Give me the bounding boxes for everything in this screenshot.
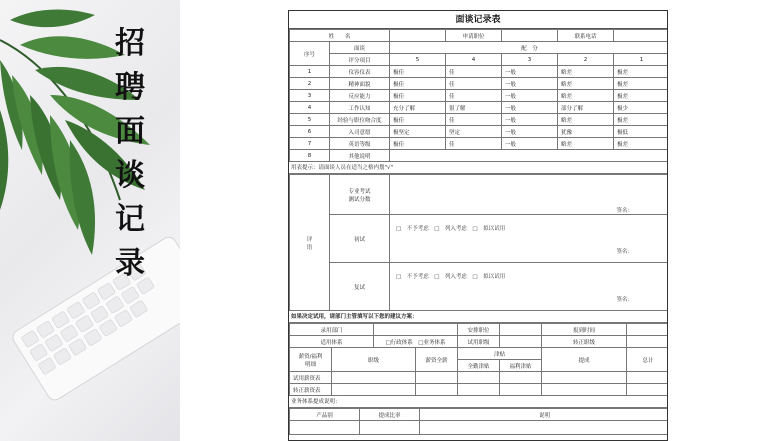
cell[interactable] [360,421,420,435]
score-row [290,102,669,114]
row-no: 2 [290,78,330,90]
level-cell[interactable]: 犹豫 [558,126,614,138]
level-cell[interactable]: 一般 [502,138,558,150]
system-options[interactable]: □行政体系 □业务体系 [374,336,458,348]
row-item: 英语等级 [330,138,390,150]
total-label: 总计 [627,348,668,372]
report-time-label: 报到时间 [542,324,627,336]
regular-salary-label: 转正薪资表 [290,384,332,396]
score-2: 2 [558,54,614,66]
level-cell[interactable]: 极少 [614,102,668,114]
level-cell[interactable]: 极佳 [390,78,446,90]
row-no: 6 [290,126,330,138]
row-item: 仪容仪表 [330,66,390,78]
business-table [289,408,668,435]
evaluation-label [290,175,330,311]
second-sign: 签名： [616,296,633,303]
system-label: 适用体系 [290,336,374,348]
eval-char: 语 [306,244,313,251]
item-header-1: 面谈 [330,42,390,54]
title-char: 谈 [115,158,145,193]
level-cell[interactable]: 极佳 [390,66,446,78]
first-sign: 签名： [616,248,633,255]
dept-label: 录用部门 [290,324,374,336]
score-row [290,78,669,90]
row-no: 5 [290,114,330,126]
allowance-label: 津贴 [458,348,542,360]
score-row [290,90,669,102]
position-value[interactable] [502,30,558,42]
level-cell[interactable]: 略差 [558,138,614,150]
score-5: 5 [390,54,446,66]
title-char: 聘 [115,70,145,105]
row-no: 3 [290,90,330,102]
score-4: 4 [446,54,502,66]
exam-sign[interactable]: 签名： [390,175,669,215]
title-char: 记 [115,202,145,237]
cell[interactable] [500,372,542,384]
row-item: 入司意愿 [330,126,390,138]
arrange-pos-label: 安排职位 [458,324,500,336]
score-3: 3 [502,54,558,66]
business-heading: 业务体系提成说明： [289,396,667,408]
level-cell[interactable]: 一般 [502,78,558,90]
palm-leaf-illustration [0,0,180,441]
row-no: 7 [290,138,330,150]
level-cell[interactable]: 很了解 [446,102,502,114]
score-1: 1 [614,54,668,66]
level-cell[interactable]: 略差 [558,90,614,102]
row-no: 8 [290,150,330,162]
second-interview-cell[interactable] [390,263,669,311]
level-cell[interactable]: 略差 [558,114,614,126]
cell[interactable] [420,421,669,435]
header-row [290,30,669,42]
cell[interactable] [458,372,500,384]
trial-salary-label: 试用薪资表 [290,372,332,384]
level-cell[interactable]: 一般 [502,66,558,78]
arrange-pos-value[interactable] [500,324,542,336]
level-cell[interactable]: 略差 [558,66,614,78]
level-cell[interactable]: 佳 [446,138,502,150]
level-cell[interactable]: 佳 [446,90,502,102]
level-cell[interactable]: 佳 [446,66,502,78]
level-cell[interactable]: 极佳 [390,114,446,126]
name-label: 姓 名 [290,30,390,42]
trial-rank-value[interactable] [500,336,542,348]
title-char: 录 [115,246,145,281]
item-header-2: 评分项目 [330,54,390,66]
first-interview-cell[interactable] [390,215,669,263]
cell[interactable] [542,384,627,396]
level-cell[interactable]: 极差 [614,114,668,126]
row-item: 经验与职位吻合度 [330,114,390,126]
level-cell[interactable]: 极差 [614,138,668,150]
level-cell[interactable]: 极佳 [390,138,446,150]
row-item: 反应能力 [330,90,390,102]
name-value[interactable] [390,30,446,42]
salary-line: 明细 [304,361,316,368]
score-row [290,126,669,138]
welfare-label: 福利津贴 [500,360,542,372]
cell[interactable] [290,421,360,435]
score-row [290,114,669,126]
form-title: 面谈记录表 [289,11,667,29]
level-cell[interactable]: 坚定 [446,126,502,138]
dept-value[interactable] [374,324,458,336]
seq-header: 序号 [290,42,330,66]
level-cell[interactable]: 部分了解 [558,102,614,114]
regular-rank-label: 转正职级 [542,336,627,348]
full-salary-label: 薪资全薪 [416,348,458,372]
regular-rank-value[interactable] [627,336,668,348]
title-char: 招 [115,26,145,61]
vertical-title [112,22,148,286]
score-row [290,138,669,150]
commission-label: 提成 [542,348,627,372]
level-cell[interactable]: 佳 [446,114,502,126]
exam-line: 专业考试 [348,188,371,195]
level-cell[interactable]: 一般 [502,114,558,126]
product-label: 产品别 [290,409,360,421]
title-char: 面 [115,114,145,149]
level-cell[interactable]: 极坚定 [390,126,446,138]
first-options[interactable]: □ 不予考虑 □ 列入考虑 □ 拟以试用 [396,225,506,232]
cell[interactable] [416,384,458,396]
other-notes-value[interactable] [390,150,668,162]
decorative-panel [0,0,180,441]
eval-char: 评 [306,236,313,243]
trial-rank-label: 试用职级 [458,336,500,348]
row-item: 其他说明 [330,150,390,162]
cell[interactable] [627,372,668,384]
row-no: 1 [290,66,330,78]
rank-label: 职级 [332,348,416,372]
evaluation-table [289,174,668,311]
level-cell[interactable]: 一般 [502,90,558,102]
hire-heading: 如果决定试用，请部门主管填写以下您的建议方案： [289,311,667,323]
keyboard-illustration [10,234,180,403]
level-cell[interactable]: 佳 [446,78,502,90]
cell[interactable] [627,384,668,396]
first-interview-label: 初试 [330,215,390,263]
desc-label: 说明 [420,409,669,421]
level-cell[interactable]: 充分了解 [390,102,446,114]
interview-record-form [288,10,668,441]
report-time-value[interactable] [627,324,668,336]
ratio-label: 提成比率 [360,409,420,421]
second-options[interactable]: □ 不予考虑 □ 列入考虑 □ 拟以试用 [396,273,506,280]
cell[interactable] [542,372,627,384]
position-label: 申请职位 [446,30,502,42]
usage-tip: 用表提示：请面谈人员在适当之格内划"√" [289,162,667,174]
hire-table [289,323,668,396]
score-row [290,66,669,78]
scoring-table [289,29,668,162]
cell[interactable] [416,372,458,384]
phone-value[interactable] [614,30,668,42]
level-cell[interactable]: 极差 [614,90,668,102]
cell[interactable] [332,384,416,396]
cell[interactable] [500,384,542,396]
row-no: 4 [290,102,330,114]
cell[interactable] [458,384,500,396]
score-header: 配 分 [390,42,668,54]
level-cell[interactable]: 极佳 [390,90,446,102]
level-cell[interactable]: 略差 [558,78,614,90]
salary-label [290,348,332,372]
attendance-label: 全勤津贴 [458,360,500,372]
level-cell[interactable]: 一般 [502,126,558,138]
second-interview-label: 复试 [330,263,390,311]
phone-label: 联系电话 [558,30,614,42]
row-item: 工作认知 [330,102,390,114]
level-cell[interactable]: 极低 [614,126,668,138]
exam-label [330,175,390,215]
level-cell[interactable]: 一般 [502,102,558,114]
row-item: 精神面貌 [330,78,390,90]
level-cell[interactable]: 极差 [614,78,668,90]
level-cell[interactable]: 极差 [614,66,668,78]
score-row [290,150,669,162]
cell[interactable] [332,372,416,384]
salary-line: 薪资/福利 [298,353,323,360]
exam-line: 测试分数 [348,196,371,203]
